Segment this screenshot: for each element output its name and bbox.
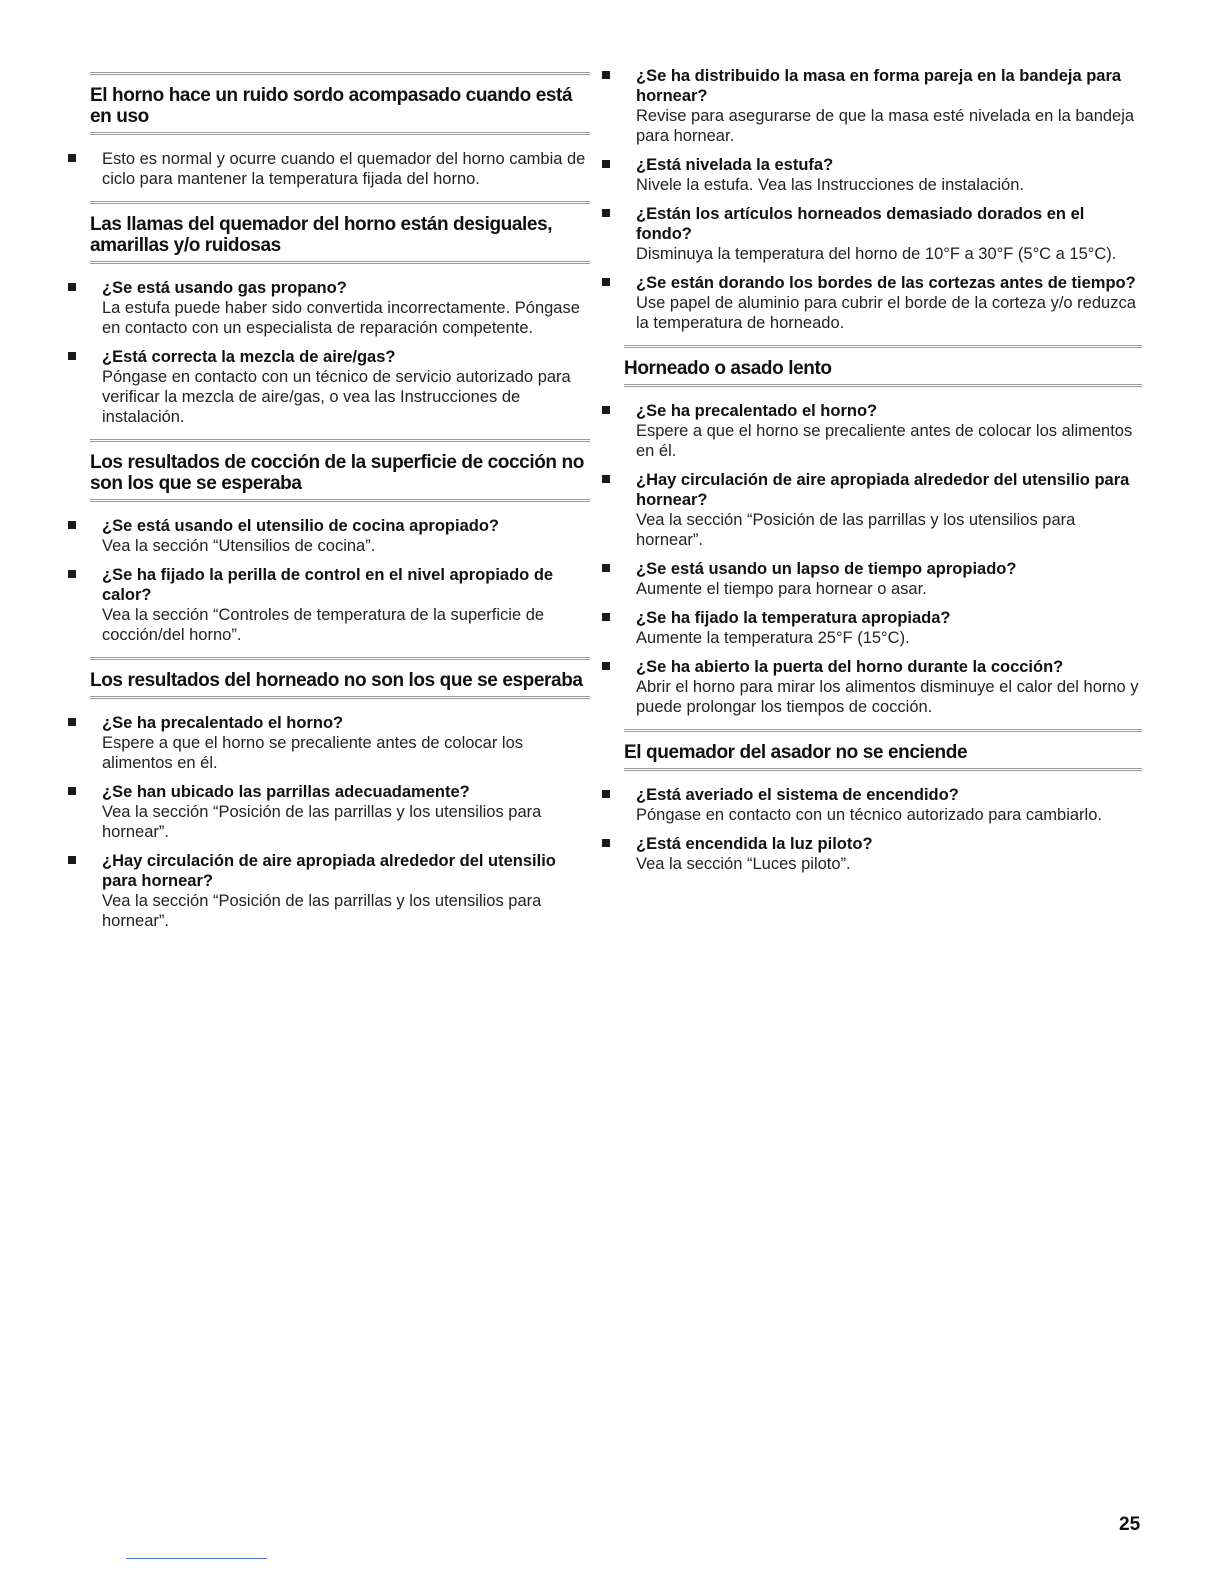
section-header [90, 72, 590, 135]
list-item [624, 559, 1142, 599]
item-question: ¿Se ha fijado la temperatura apropiada? [636, 609, 951, 627]
item-answer: Use papel de aluminio para cubrir el borde de la corteza y/o reduzca la temperatura de horneado. [636, 294, 1136, 332]
square-bullet-icon [602, 71, 610, 79]
square-bullet-icon [602, 662, 610, 670]
item-answer: Vea la sección “Controles de temperatura de la superficie de cocción/del horno”. [102, 606, 545, 644]
item-question: ¿Se ha fijado la perilla de control en el nivel apropiado de calor? [102, 566, 554, 604]
list-item [90, 565, 590, 645]
list-item [90, 713, 590, 773]
list-item [90, 516, 590, 556]
section-header [624, 729, 1142, 771]
list-item [90, 149, 590, 189]
section-header [90, 657, 590, 699]
list-item [90, 851, 590, 931]
section-title: El quemador del asador no se enciende [624, 742, 968, 763]
item-question: ¿Está averiado el sistema de encendido? [636, 786, 959, 804]
square-bullet-icon [602, 278, 610, 286]
item-answer: Vea la sección “Posición de las parrillas y los utensilios para hornear”. [102, 892, 542, 930]
item-question: ¿Hay circulación de aire apropiada alrededor del utensilio para hornear? [636, 471, 1130, 509]
item-answer: Aumente el tiempo para hornear o asar. [636, 580, 927, 598]
square-bullet-icon [68, 718, 76, 726]
item-question: ¿Se han ubicado las parrillas adecuadamente? [102, 783, 470, 801]
square-bullet-icon [602, 406, 610, 414]
right-column [624, 66, 1142, 886]
square-bullet-icon [602, 564, 610, 572]
item-answer: Póngase en contacto con un técnico de servicio autorizado para verificar la mezcla de aire/gas, o vea las Instrucciones de instalación. [102, 368, 571, 426]
square-bullet-icon [68, 570, 76, 578]
section-title: Los resultados del horneado no son los que se esperaba [90, 670, 583, 691]
footer-rule [126, 1558, 267, 1559]
section-title: Las llamas del quemador del horno están desiguales, amarillas y/o ruidosas [90, 214, 553, 256]
list-item [624, 470, 1142, 550]
list-item [624, 155, 1142, 195]
item-answer: Vea la sección “Posición de las parrillas y los utensilios para hornear”. [636, 511, 1076, 549]
square-bullet-icon [602, 209, 610, 217]
square-bullet-icon [68, 283, 76, 291]
list-item [624, 273, 1142, 333]
square-bullet-icon [68, 521, 76, 529]
list-item [90, 782, 590, 842]
item-question: ¿Se ha precalentado el horno? [102, 714, 344, 732]
section-slow-baking [624, 345, 1142, 717]
section-header [90, 201, 590, 264]
section-surface-cooking-results [90, 439, 590, 645]
list-item [624, 204, 1142, 264]
list-item [90, 278, 590, 338]
square-bullet-icon [68, 856, 76, 864]
section-header [90, 439, 590, 502]
item-question: ¿Está encendida la luz piloto? [636, 835, 873, 853]
item-question: ¿Está nivelada la estufa? [636, 156, 834, 174]
item-answer: Vea la sección “Luces piloto”. [636, 855, 851, 873]
item-answer: Nivele la estufa. Vea las Instrucciones de instalación. [636, 176, 1024, 194]
item-answer: Espere a que el horno se precaliente antes de colocar los alimentos en él. [102, 734, 524, 772]
square-bullet-icon [602, 613, 610, 621]
item-question: ¿Se ha precalentado el horno? [636, 402, 878, 420]
list-item [624, 66, 1142, 146]
item-answer: Esto es normal y ocurre cuando el quemador del horno cambia de ciclo para mantener la temperatura fijada del horno. [102, 150, 586, 188]
item-answer: Aumente la temperatura 25°F (15°C). [636, 629, 910, 647]
square-bullet-icon [68, 352, 76, 360]
list-item [624, 608, 1142, 648]
item-answer: Vea la sección “Utensilios de cocina”. [102, 537, 376, 555]
section-baking-continued [624, 66, 1142, 333]
square-bullet-icon [68, 154, 76, 162]
section-broiler-not-igniting [624, 729, 1142, 874]
section-title: El horno hace un ruido sordo acompasado cuando está en uso [90, 85, 573, 127]
item-question: ¿Se está usando un lapso de tiempo apropiado? [636, 560, 1017, 578]
item-question: ¿Están los artículos horneados demasiado dorados en el fondo? [636, 205, 1085, 243]
item-question: ¿Se ha abierto la puerta del horno durante la cocción? [636, 658, 1064, 676]
square-bullet-icon [602, 475, 610, 483]
list-item [624, 785, 1142, 825]
list-item [90, 347, 590, 427]
square-bullet-icon [602, 839, 610, 847]
square-bullet-icon [602, 160, 610, 168]
item-answer: Revise para asegurarse de que la masa esté nivelada en la bandeja para hornear. [636, 107, 1135, 145]
item-answer: Abrir el horno para mirar los alimentos disminuye el calor del horno y puede prolongar los tiempos de cocción. [636, 678, 1139, 716]
square-bullet-icon [602, 790, 610, 798]
item-answer: Vea la sección “Posición de las parrillas y los utensilios para hornear”. [102, 803, 542, 841]
square-bullet-icon [68, 787, 76, 795]
item-answer: Póngase en contacto con un técnico autorizado para cambiarlo. [636, 806, 1102, 824]
section-baking-results [90, 657, 590, 931]
item-question: ¿Se ha distribuido la masa en forma pareja en la bandeja para hornear? [636, 67, 1122, 105]
section-title: Los resultados de cocción de la superficie de cocción no son los que se esperaba [90, 452, 584, 494]
section-uneven-flames [90, 201, 590, 427]
section-header [624, 345, 1142, 387]
item-answer: Disminuya la temperatura del horno de 10°F a 30°F (5°C a 15°C). [636, 245, 1117, 263]
item-question: ¿Se están dorando los bordes de las cortezas antes de tiempo? [636, 274, 1136, 292]
left-column [90, 72, 590, 943]
item-question: ¿Hay circulación de aire apropiada alrededor del utensilio para hornear? [102, 852, 556, 890]
section-title: Horneado o asado lento [624, 358, 832, 379]
item-answer: Espere a que el horno se precaliente antes de colocar los alimentos en él. [636, 422, 1133, 460]
list-item [624, 834, 1142, 874]
item-question: ¿Se está usando gas propano? [102, 279, 347, 297]
item-answer: La estufa puede haber sido convertida incorrectamente. Póngase en contacto con un especialista de reparación competente. [102, 299, 580, 337]
item-question: ¿Está correcta la mezcla de aire/gas? [102, 348, 396, 366]
list-item [624, 401, 1142, 461]
list-item [624, 657, 1142, 717]
page-number: 25 [1119, 1514, 1141, 1535]
section-rumble-noise [90, 72, 590, 189]
item-question: ¿Se está usando el utensilio de cocina apropiado? [102, 517, 499, 535]
